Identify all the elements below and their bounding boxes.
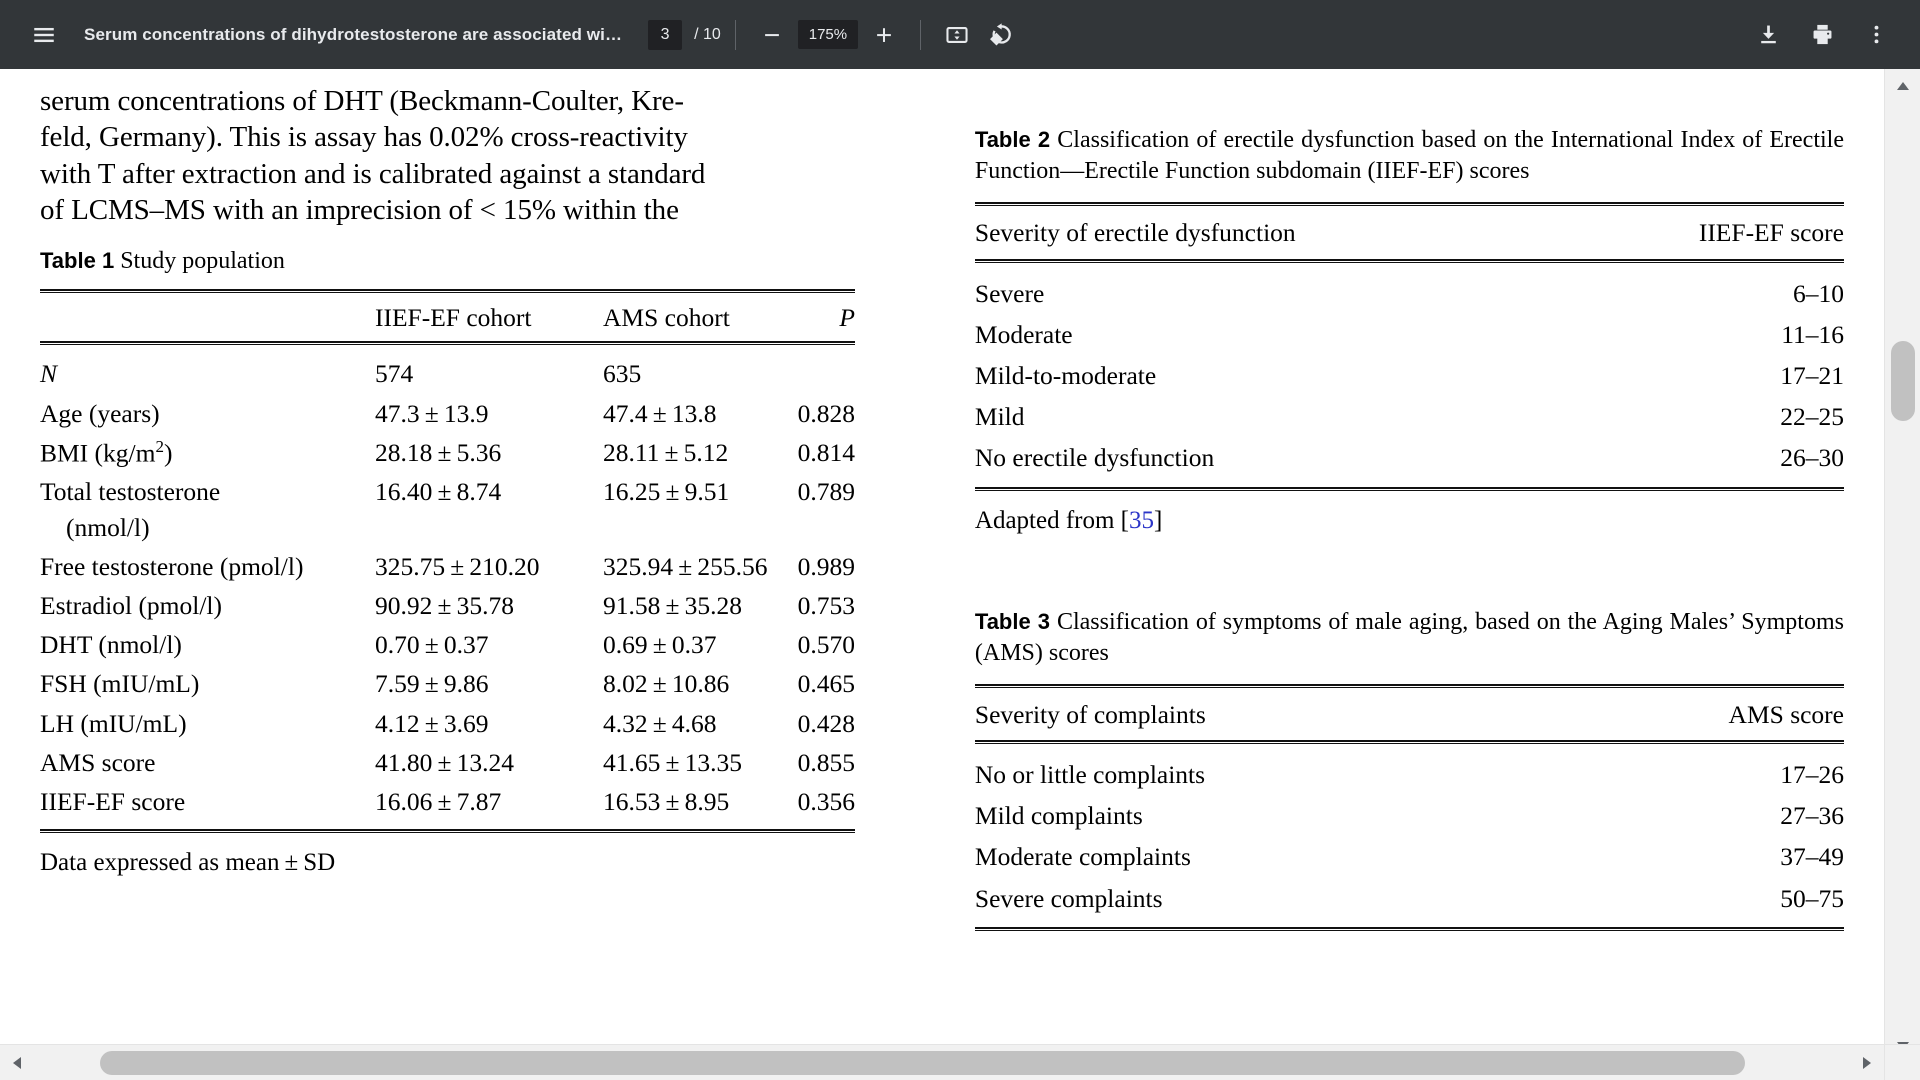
- toolbar-divider-1: [735, 20, 736, 50]
- table-3-body: [975, 744, 1844, 927]
- body-line: of LCMS–MS with an imprecision of < 15% within the: [40, 193, 679, 226]
- table-row: [40, 704, 855, 743]
- table-row: [975, 263, 1844, 314]
- body-line: serum concentrations of DHT (Beckmann-Coulter, Kre-: [40, 85, 684, 117]
- table-1-r1-p: 0.828: [797, 398, 855, 428]
- document-title: Serum concentrations of dihydrotestosterone are associated wi…: [84, 24, 623, 44]
- table-1-r3-a: 16.40 ± 8.74: [375, 477, 502, 507]
- table-row: [40, 472, 855, 546]
- table-3: [975, 607, 1844, 931]
- table-3-r3-severity: Severe complaints: [974, 883, 1163, 913]
- table-3-r1-score: 27–36: [1780, 801, 1844, 831]
- horizontal-scrollbar[interactable]: [0, 1044, 1884, 1080]
- table-3-col-1-header: AMS score: [1728, 699, 1844, 729]
- table-row: [40, 625, 855, 664]
- body-line: with T after extraction and is calibrated against a standard: [40, 157, 706, 190]
- table-row: [975, 314, 1844, 355]
- table-1-r1-b: 47.4 ± 13.8: [603, 398, 717, 428]
- scroll-right-arrow-icon[interactable]: [1850, 1045, 1884, 1080]
- table-1-r4-p: 0.989: [797, 551, 855, 581]
- table-1-r0-p: [793, 345, 855, 393]
- table-1-r3-p: 0.789: [797, 477, 855, 507]
- table-row: [975, 355, 1844, 396]
- table-2-number: Table 2: [974, 127, 1051, 152]
- table-1-r2-p: 0.814: [797, 437, 855, 467]
- table-1-r9-label: AMS score: [40, 747, 156, 777]
- left-column: [40, 69, 909, 931]
- table-1-r6-b: 0.69 ± 0.37: [603, 630, 717, 660]
- more-vertical-icon[interactable]: [1854, 13, 1898, 57]
- table-1-r2-label: [40, 433, 375, 473]
- table-1-r4-b: 325.94 ± 255.56: [603, 551, 768, 581]
- fit-to-page-icon[interactable]: [935, 13, 979, 57]
- table-1-r4-a: 325.75 ± 210.20: [375, 551, 540, 581]
- page-number-input[interactable]: 3: [648, 20, 682, 50]
- table-1-col-0-header: [40, 293, 375, 341]
- table-3-r3-score: 50–75: [1780, 883, 1844, 913]
- table-2-r4-severity: No erectile dysfunction: [974, 443, 1215, 473]
- table-1-r2-a: 28.18 ± 5.36: [375, 437, 502, 467]
- table-1-head: [40, 293, 855, 341]
- table-row: [975, 744, 1844, 795]
- table-1-r6-a: 0.70 ± 0.37: [375, 630, 489, 660]
- table-1-r7-b: 8.02 ± 10.86: [603, 669, 730, 699]
- table-1-r8-p: 0.428: [797, 708, 855, 738]
- table-1-r10-b: 16.53 ± 8.95: [603, 786, 730, 816]
- table-1-body: [40, 345, 855, 829]
- body-line: feld, Germany). This is assay has 0.02% cross-reactivity: [40, 121, 688, 154]
- hamburger-menu-icon[interactable]: [22, 13, 66, 57]
- table-row: [40, 345, 855, 393]
- zoom-in-button[interactable]: [862, 13, 906, 57]
- table-3-r2-score: 37–49: [1780, 842, 1844, 872]
- table-1-col-2-header: AMS cohort: [603, 303, 730, 333]
- table-1-r1-label: Age (years): [40, 398, 160, 428]
- table-3-col-0-header: Severity of complaints: [974, 699, 1206, 729]
- reference-link-35[interactable]: 35: [1129, 506, 1155, 534]
- print-icon[interactable]: [1800, 13, 1844, 57]
- page-navigation-group: [648, 20, 721, 50]
- table-1-number: Table 1: [40, 248, 115, 273]
- table-2-body-grid: [975, 263, 1844, 487]
- table-3-body-grid: [975, 744, 1844, 927]
- table-2-r2-severity: Mild-to-moderate: [974, 360, 1157, 390]
- table-1-r9-p: 0.855: [797, 747, 855, 777]
- table-2-note-prefix: Adapted from [: [974, 506, 1130, 534]
- table-row: [975, 878, 1844, 927]
- table-1-r3-label: [40, 472, 375, 546]
- table-2-caption-text: Classification of erectile dysfunction based on the International Index of Erectile Function—Erectile Function subdomain (IIEF-EF) scores: [974, 127, 1844, 185]
- table-2-head: [975, 206, 1844, 258]
- table-1-r1-a: 47.3 ± 13.9: [375, 398, 489, 428]
- zoom-out-button[interactable]: [750, 13, 794, 57]
- table-2-note-suffix: ]: [1154, 506, 1163, 534]
- table-2-r3-severity: Mild: [974, 402, 1025, 432]
- table-3-r1-severity: Mild complaints: [974, 801, 1143, 831]
- table-1-bottom-rule: [40, 829, 855, 833]
- vertical-scrollbar-thumb[interactable]: [1891, 341, 1915, 421]
- scroll-up-arrow-icon[interactable]: [1885, 69, 1920, 103]
- table-1-caption-text: Study population: [120, 248, 285, 274]
- table-1-r7-a: 7.59 ± 9.86: [375, 669, 489, 699]
- table-1-r9-b: 41.65 ± 13.35: [603, 747, 742, 777]
- table-1-r8-b: 4.32 ± 4.68: [603, 708, 717, 738]
- table-1-col-1-header: IIEF-EF cohort: [375, 303, 532, 333]
- table-2-r4-score: 26–30: [1780, 443, 1844, 473]
- table-1-r5-p: 0.753: [797, 591, 855, 620]
- table-3-head-grid: [975, 688, 1844, 740]
- table-2-r0-score: 6–10: [1793, 278, 1844, 308]
- table-2-r2-score: 17–21: [1780, 360, 1844, 390]
- table-1-r4-label: Free testosterone (pmol/l): [40, 551, 304, 581]
- table-1-caption: [40, 246, 909, 277]
- table-1-r8-a: 4.12 ± 3.69: [375, 708, 489, 738]
- table-1: [40, 246, 909, 877]
- pdf-toolbar: [0, 0, 1920, 69]
- table-row: [975, 396, 1844, 437]
- table-row: [40, 664, 855, 703]
- vertical-scrollbar[interactable]: [1884, 69, 1920, 1063]
- table-2-r0-severity: Severe: [974, 278, 1045, 308]
- table-2-head-grid: [975, 206, 1844, 258]
- page-columns: [0, 69, 1884, 931]
- table-1-r2-label-base: BMI (kg/m: [40, 438, 156, 468]
- table-1-r0-label: N: [40, 359, 58, 389]
- table-row: [40, 586, 855, 625]
- horizontal-scrollbar-thumb[interactable]: [100, 1051, 1745, 1075]
- table-row: [975, 437, 1844, 486]
- right-column: [975, 69, 1844, 931]
- table-1-body-grid: [40, 345, 855, 829]
- table-3-caption: [975, 607, 1844, 669]
- table-3-head: [975, 688, 1844, 740]
- table-1-r0-a: 574: [375, 359, 414, 389]
- table-3-caption-text: Classification of symptoms of male aging, based on the Aging Males’ Symptoms (AMS) scores: [974, 608, 1844, 666]
- table-1-header-row: [40, 293, 855, 341]
- table-3-bottom-rule: [975, 927, 1844, 931]
- table-2-r3-score: 22–25: [1780, 402, 1844, 432]
- pdf-page: [0, 69, 1884, 1063]
- table-1-r3-b: 16.25 ± 9.51: [603, 477, 730, 507]
- zoom-controls: [750, 13, 906, 57]
- table-1-r10-p: 0.356: [797, 786, 855, 816]
- zoom-level-display[interactable]: 175%: [798, 20, 858, 49]
- table-1-r7-p: 0.465: [797, 669, 855, 699]
- table-2-col-0-header: Severity of erectile dysfunction: [974, 218, 1296, 248]
- scroll-left-arrow-icon[interactable]: [0, 1045, 34, 1080]
- table-2: [975, 125, 1844, 535]
- table-1-r7-label: FSH (mIU/mL): [40, 669, 200, 699]
- table-2-r1-score: 11–16: [1781, 319, 1844, 349]
- table-1-col-3-header: P: [839, 303, 855, 333]
- column-gutter: [909, 69, 975, 931]
- table-row: [40, 433, 855, 473]
- table-2-col-1-header: IIEF-EF score: [1698, 218, 1844, 248]
- table-1-r8-label: LH (mIU/mL): [40, 708, 187, 738]
- table-row: [40, 743, 855, 782]
- table-1-r5-b: 91.58 ± 35.28: [603, 591, 742, 620]
- table-3-r0-score: 17–26: [1780, 760, 1844, 790]
- table-1-r10-a: 16.06 ± 7.87: [375, 786, 502, 816]
- table-1-r2-label-sup: 2: [155, 436, 164, 456]
- table-row: [40, 782, 855, 829]
- table-1-r6-label: DHT (nmol/l): [40, 630, 182, 660]
- page-total-label: / 10: [694, 25, 721, 43]
- body-paragraph: [40, 83, 909, 228]
- table-2-r1-severity: Moderate: [974, 319, 1073, 349]
- table-1-grid: [40, 293, 855, 341]
- table-1-r5-a: 90.92 ± 35.78: [375, 591, 514, 620]
- table-1-r3-label-line2: (nmol/l): [66, 512, 150, 542]
- table-2-note: [975, 507, 1844, 535]
- scrollbar-corner: [1884, 1044, 1920, 1080]
- table-3-r0-severity: No or little complaints: [974, 760, 1206, 790]
- table-1-r5-label: Estradiol (pmol/l): [40, 591, 223, 620]
- table-3-r2-severity: Moderate complaints: [974, 842, 1191, 872]
- table-row: [40, 394, 855, 433]
- toolbar-divider-2: [920, 20, 921, 50]
- rotate-counterclockwise-icon[interactable]: [979, 13, 1023, 57]
- table-3-number: Table 3: [974, 608, 1050, 634]
- table-row: [40, 547, 855, 586]
- table-1-r3-label-line1: Total testosterone: [40, 477, 221, 507]
- table-2-bottom-rule: [975, 487, 1844, 491]
- table-3-header-row: [975, 688, 1844, 740]
- table-1-r2-label-tail: ): [163, 438, 173, 468]
- toolbar-right-actions: [1746, 13, 1898, 57]
- table-1-r9-a: 41.80 ± 13.24: [375, 747, 514, 777]
- download-icon[interactable]: [1746, 13, 1790, 57]
- table-1-r0-b: 635: [603, 359, 642, 389]
- table-1-r10-label: IIEF-EF score: [40, 786, 186, 816]
- table-2-caption: [975, 125, 1844, 187]
- table-2-header-row: [975, 206, 1844, 258]
- table-1-r6-p: 0.570: [797, 630, 855, 660]
- table-row: [975, 795, 1844, 836]
- table-row: [975, 836, 1844, 877]
- table-1-r2-b: 28.11 ± 5.12: [603, 437, 729, 467]
- table-1-note: Data expressed as mean ± SD: [40, 849, 336, 877]
- table-2-body: [975, 263, 1844, 487]
- pdf-viewer: [0, 69, 1920, 1080]
